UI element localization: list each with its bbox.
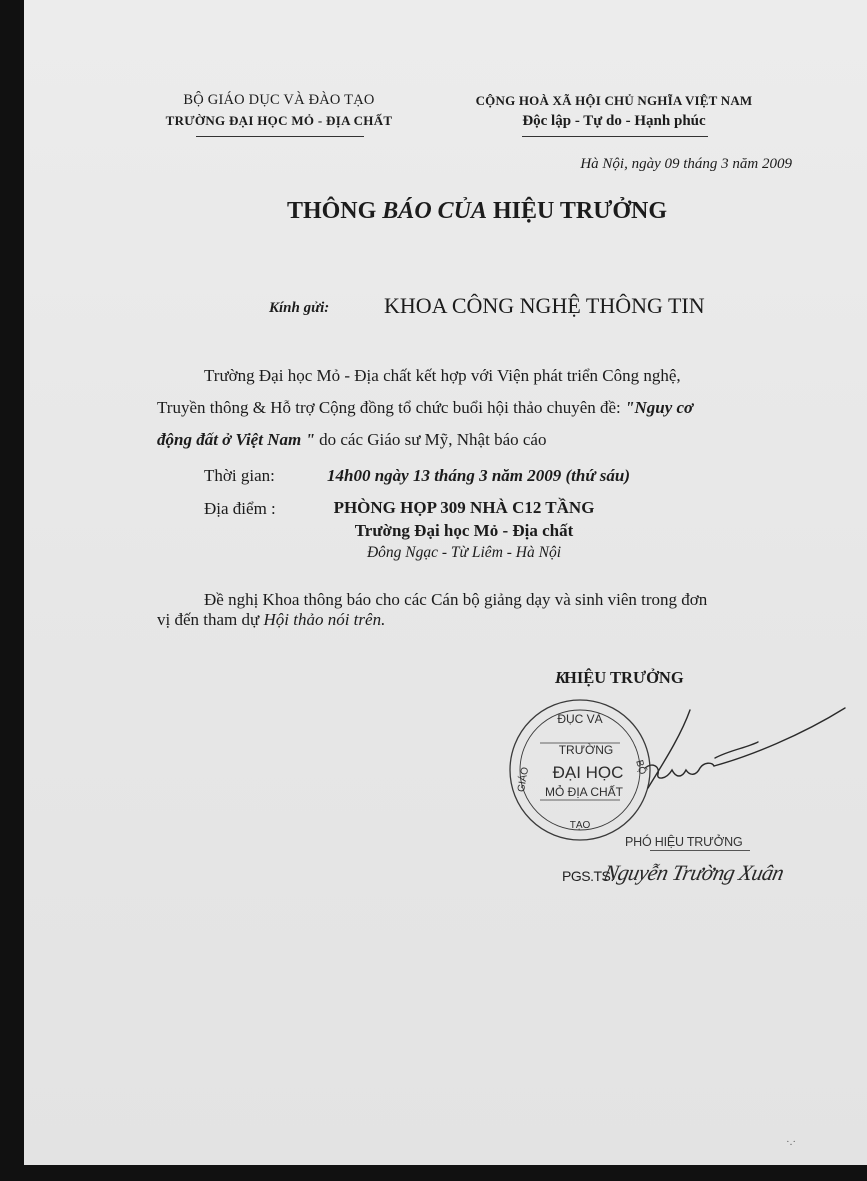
time-value: 14h00 ngày 13 tháng 3 năm 2009 (thứ sáu) [327, 466, 631, 485]
greeting-recipient: KHOA CÔNG NGHỆ THÔNG TIN [384, 293, 705, 318]
signature-prefix: K [555, 668, 565, 687]
header-ministry: BỘ GIÁO DỤC VÀ ĐÀO TẠO [183, 92, 375, 108]
seal-arc-top: ĐỤC VÀ [557, 712, 603, 726]
signature-title [555, 668, 684, 688]
paper-sheet [24, 0, 867, 1165]
deputy-title: PHÓ HIỆU TRƯỞNG [625, 835, 743, 849]
seal-arc-right: BỘ [633, 758, 648, 776]
header-left-underline [196, 136, 364, 137]
body-topic-part-2: động đất ở Việt Nam " [157, 430, 315, 449]
request-line-1: Đề nghị Khoa thông báo cho các Cán bộ giảng dạy và sinh viên trong đơn [204, 590, 708, 609]
scan-bottom-border [0, 1165, 867, 1181]
header-country: CỘNG HOÀ XÃ HỘI CHỦ NGHĨA VIỆT NAM [475, 93, 753, 108]
document-title [180, 198, 774, 225]
seal-line-3: MỎ ĐỊA CHẤT [544, 785, 624, 799]
body-line-3 [157, 430, 546, 450]
place-address: Đông Ngạc - Từ Liêm - Hà Nội [366, 544, 562, 561]
signer-name: Nguyễn Trường Xuân [601, 860, 786, 885]
greeting-label: Kính gửi: [269, 300, 330, 316]
title-part-2: BÁO CỦA [382, 198, 487, 224]
body-line-2 [157, 398, 693, 418]
time-label: Thời gian: [204, 466, 275, 485]
header-motto: Độc lập - Tự do - Hạnh phúc [522, 113, 706, 129]
header-university: TRƯỜNG ĐẠI HỌC MỎ - ĐỊA CHẤT [165, 113, 393, 128]
title-part-3: HIỆU TRƯỞNG [487, 198, 668, 224]
body-line-3-text: do các Giáo sư Mỹ, Nhật báo cáo [314, 430, 547, 449]
deputy-title-underline [650, 850, 750, 851]
place-label: Địa điểm : [204, 499, 276, 518]
date-line: Hà Nội, ngày 09 tháng 3 năm 2009 [580, 156, 792, 172]
signer-degree: PGS.TS. [562, 868, 614, 884]
scan-speck: ·.· [786, 1136, 797, 1148]
place-school: Trường Đại học Mỏ - Địa chất [354, 521, 574, 540]
request-line-2-a: vị đến tham dự [157, 610, 264, 629]
request-line-2 [157, 610, 385, 630]
place-room: PHÒNG HỌP 309 NHÀ C12 TẦNG [333, 498, 595, 517]
official-seal [500, 688, 860, 888]
seal-arc-left: GIÁO [515, 766, 532, 793]
signature-title-text: HIỆU TRƯỞNG [564, 668, 684, 687]
handwritten-signature [645, 708, 845, 788]
request-line-2-b: Hội thảo nói trên. [263, 610, 386, 629]
body-line-1: Trường Đại học Mỏ - Địa chất kết hợp với Viện phát triển Công nghệ, [204, 366, 681, 385]
body-line-2-text: Truyền thông & Hỗ trợ Cộng đồng tổ chức buổi hội thảo chuyên đề: [157, 398, 626, 417]
title-part-1: THÔNG [286, 198, 383, 224]
seal-line-2: ĐẠI HỌC [552, 763, 624, 782]
scan-left-border [0, 0, 24, 1181]
body-topic-part-1: "Nguy cơ [625, 398, 694, 417]
header-right-underline [522, 136, 708, 137]
seal-line-1: TRƯỜNG [558, 743, 614, 757]
seal-arc-bottom: TẠO [569, 820, 591, 831]
